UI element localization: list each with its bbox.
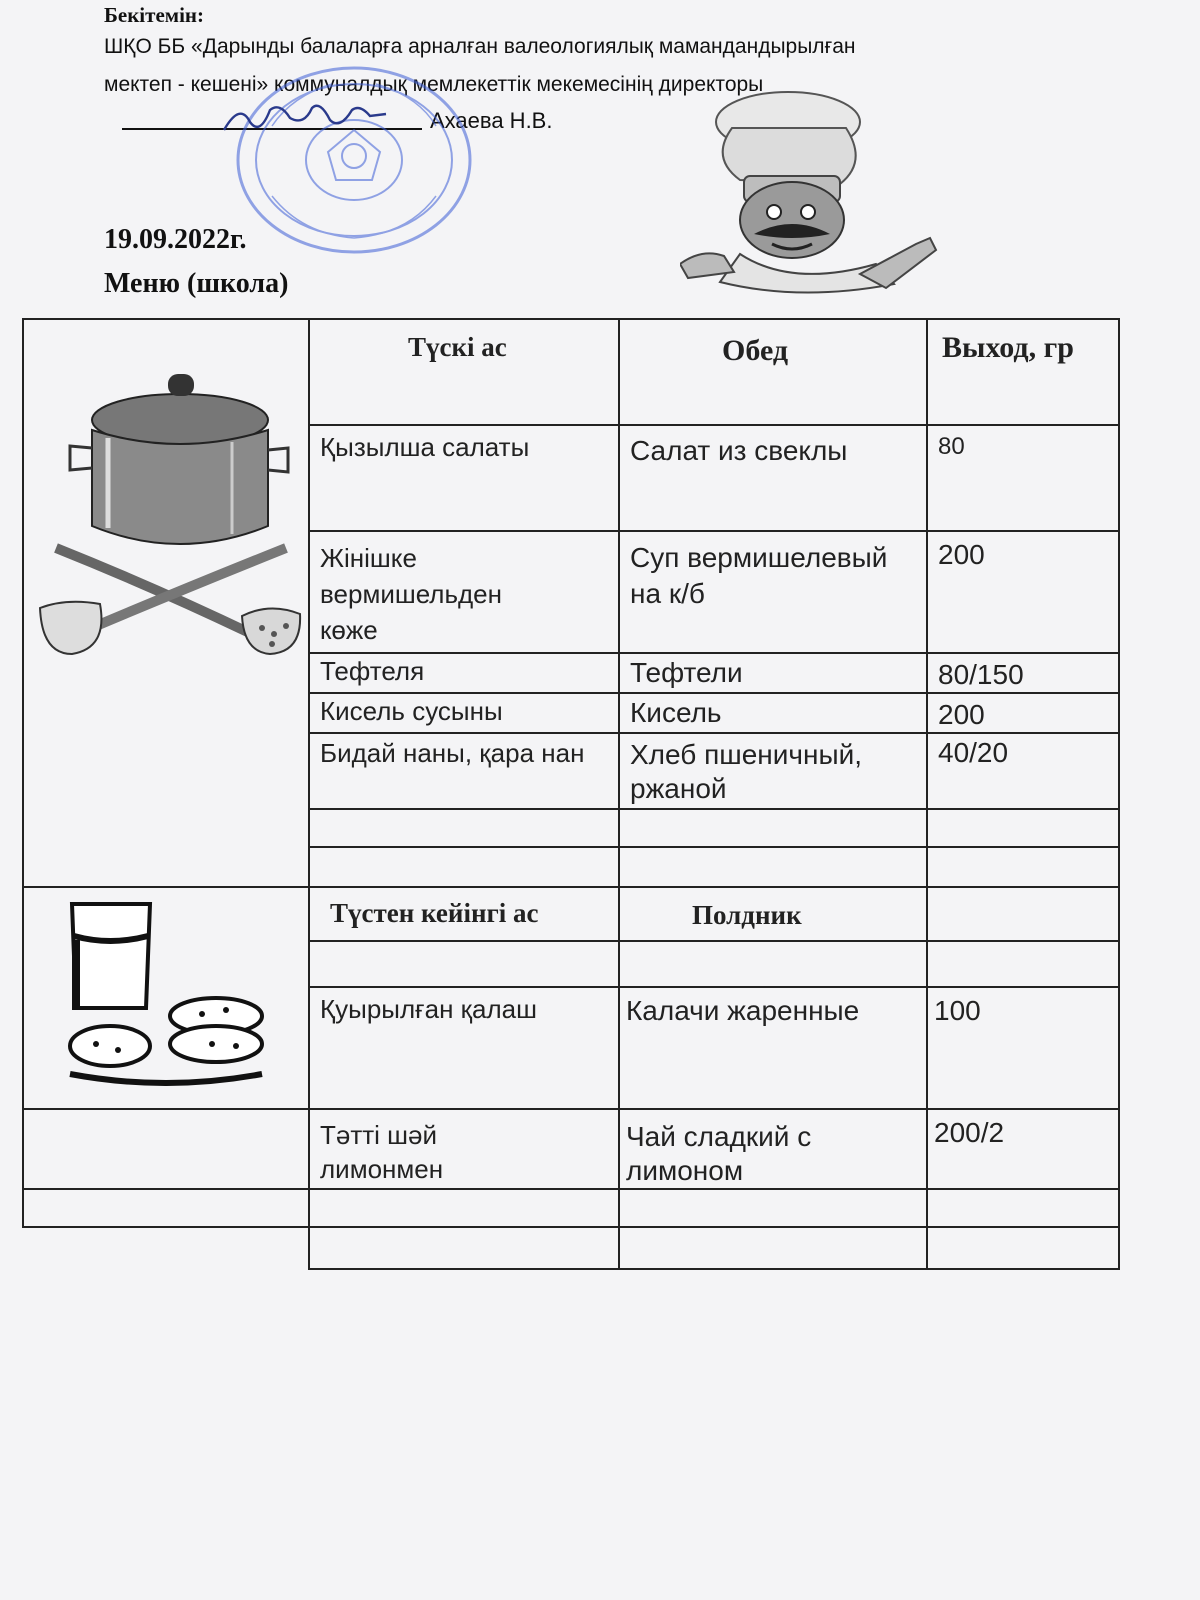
lunch-row-5-kazakh: Бидай наны, қара нан [320, 738, 585, 768]
chef-figure [680, 88, 960, 298]
snack-row-1-russian: Калачи жаренные [626, 995, 860, 1026]
director-name: Ахаева Н.В. [430, 108, 553, 133]
lunch-row-1-kazakh: Қызылша салаты [320, 432, 530, 462]
lunch-row-4-output: 200 [938, 699, 985, 730]
lunch-row-5-russian: Хлеб пшеничный, ржаной [630, 739, 862, 804]
cooking-pot-icon [36, 358, 306, 658]
lunch-row-4-russian: Кисель [630, 697, 722, 728]
lunch-row-3-kazakh: Тефтеля [320, 656, 425, 686]
lunch-row-1-russian: Салат из свеклы [630, 435, 848, 466]
organization-line-1: ШҚО ББ «Дарынды балаларға арналған валеологиялық мамандандырылған [104, 35, 856, 58]
lunch-header-kazakh: Түскі ас [408, 332, 507, 362]
lunch-row-4-kazakh: Кисель сусыны [320, 696, 503, 726]
cookies-icon [70, 998, 262, 1083]
snack-row-2-russian: Чай сладкий с лимоном [626, 1121, 812, 1186]
approval-label: Бекітемін: [104, 3, 205, 27]
lunch-row-3-output: 80/150 [938, 659, 1024, 690]
lunch-row-3-russian: Тефтели [630, 657, 743, 688]
snack-row-2-kazakh: Тәтті шәй лимонмен [320, 1120, 444, 1184]
snack-row-1-output: 100 [934, 995, 981, 1026]
milk-glass-icon [66, 896, 266, 1086]
lunch-row-1-output: 80 [938, 433, 965, 460]
snack-row-1-kazakh: Қуырылған қалаш [320, 994, 538, 1024]
lunch-row-2-output: 200 [938, 539, 985, 570]
menu-date: 19.09.2022г. [104, 224, 247, 255]
lunch-row-2-russian: Суп вермишелевый на к/б [630, 542, 888, 609]
lunch-header-output: Выход, гр [942, 331, 1074, 364]
signature-mark [220, 96, 390, 140]
ladle-icon [40, 548, 300, 654]
snack-header-russian: Полдник [692, 900, 802, 930]
menu-title: Меню (школа) [104, 268, 289, 299]
organization-line-2: мектеп - кешені» коммуналдық мемлекеттік мекемесінің директоры [104, 73, 764, 96]
snack-header-kazakh: Түстен кейінгі ас [330, 898, 539, 928]
lunch-header-russian: Обед [722, 334, 789, 367]
lunch-row-5-output: 40/20 [938, 737, 1009, 768]
official-stamp [232, 56, 482, 256]
lunch-row-2-kazakh: Жінішке вермишельден көже [320, 543, 502, 645]
snack-row-2-output: 200/2 [934, 1117, 1005, 1148]
menu-table [22, 318, 1120, 1270]
